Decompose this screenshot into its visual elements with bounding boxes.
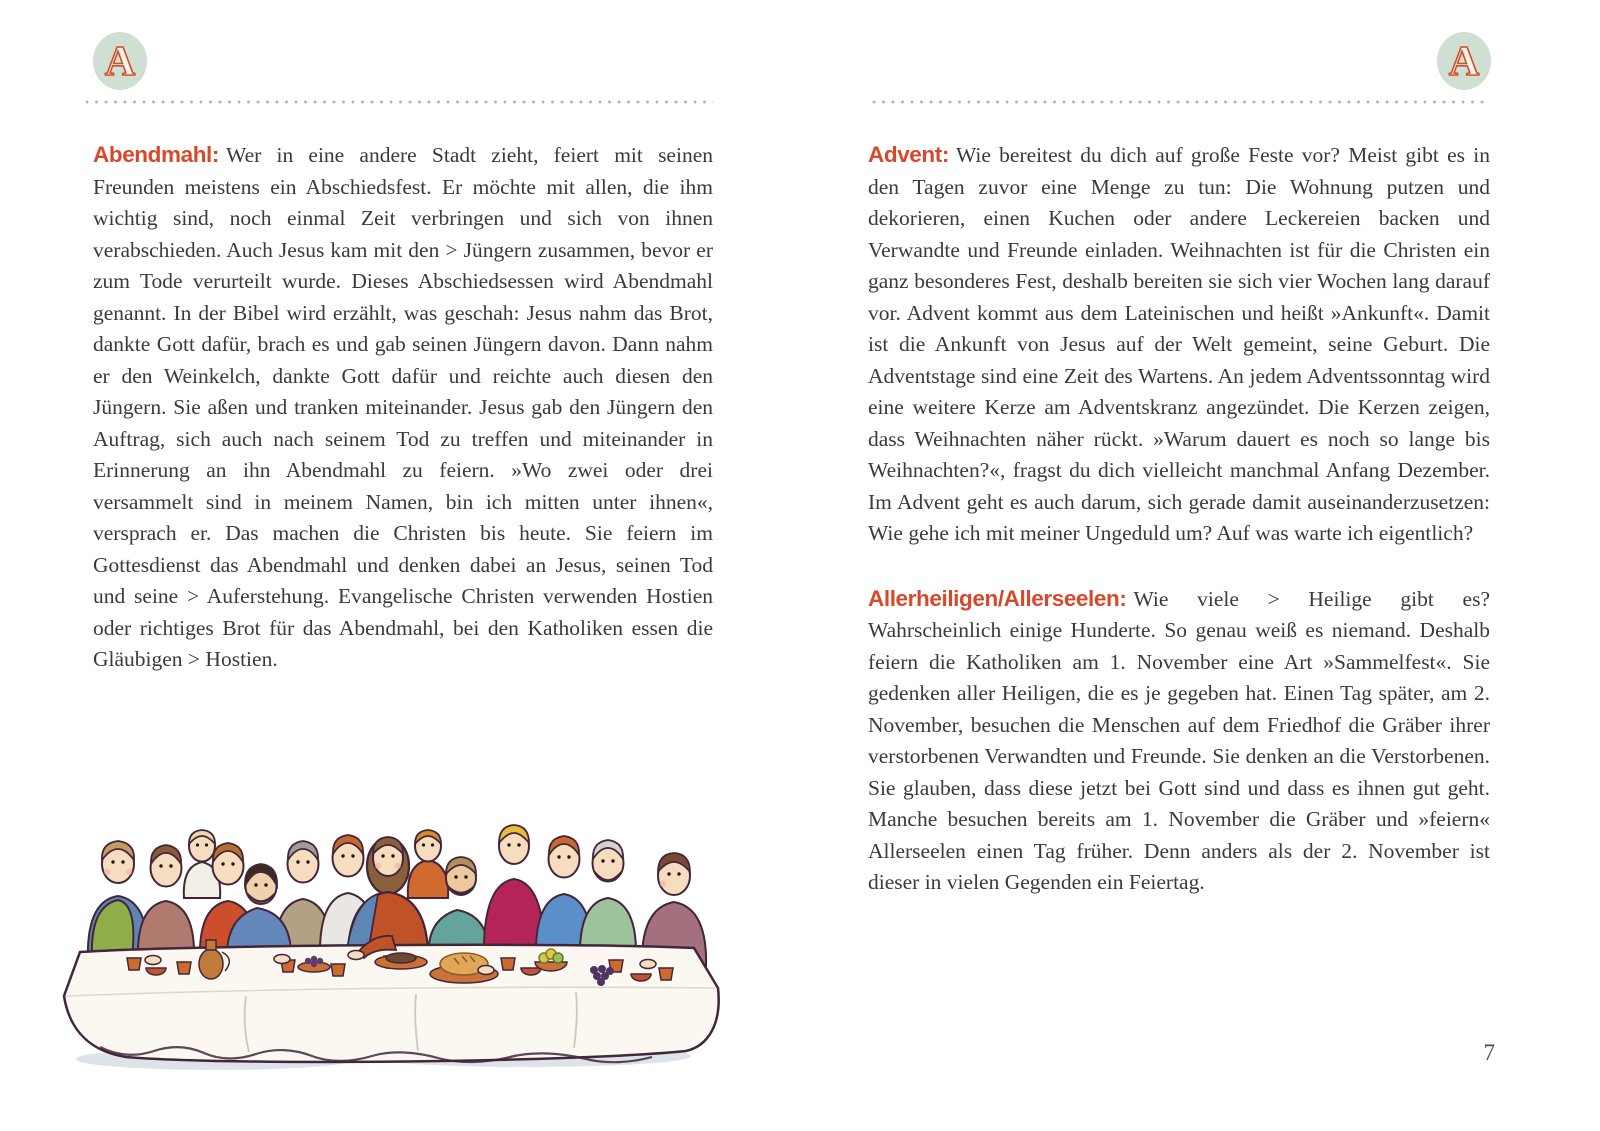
figure-elder-green [580, 840, 636, 961]
entry-advent [868, 139, 1490, 550]
figure-behind-right [408, 830, 448, 898]
entry-term-colon: : [1119, 585, 1127, 611]
last-supper-illustration [56, 746, 724, 1078]
figure-crimson-blond [484, 825, 544, 961]
left-page-column [93, 139, 713, 676]
entry-allerheiligen-allerseelen [868, 583, 1490, 899]
entry-body: Wie bereitest du dich auf große Feste vor? Meist gibt es in den Tagen zuvor eine Menge zu tun: Die Wohnung putzen und dekorieren, einen Kuchen oder andere Leckereien backen und Verwandte und Freunde einladen. Weihnachten ist für die Christen ein ganz besonderes Fest, deshalb bereiten sie sich vier Wochen lang darauf vor. Advent kommt aus dem Lateinischen und heißt »Ankunft«. Damit ist die Ankunft von Jesus auf der Welt gemeint, seine Geburt. Die Adventstage sind eine Zeit des Wartens. An jedem Adventssonntag wird eine weitere Kerze am Adventskranz angezündet. Die Kerzen zeigen, dass Weihnachten näher rückt. »Warum dauert es noch so lange bis Weihnachten?«, fragst du dich vielleicht manchmal Anfang Dezember. Im Advent geht es auch darum, sich gerade damit auseinanderzusetzen: Wie gehe ich mit meiner Ungeduld um? Auf was warte ich eigentlich? [868, 143, 1490, 545]
section-letter-medallion-left [92, 31, 148, 91]
page-number: 7 [1483, 1040, 1495, 1065]
entry-term-colon: : [211, 142, 220, 167]
entry-term: Advent [868, 142, 942, 167]
right-page-column [868, 139, 1490, 899]
figure-rose-shirt [138, 845, 194, 961]
section-letter-medallion-right [1436, 31, 1492, 91]
entry-term: Allerheiligen/Allerseelen [868, 585, 1120, 611]
entry-body: Wer in eine andere Stadt zieht, feiert mit seinen Freunden meistens ein Abschiedsfest. Er möchte mit allen, die ihm wichtig sind, noch einmal Zeit verbringen und sich von ihnen verabschieden. Auch Jesus kam mit den > Jüngern zusammen, bevor er zum Tode verurteilt wurde. Dieses Abschiedsessen wird Abendmahl genannt. In der Bibel wird erzählt, was geschah: Jesus nahm das Brot, dankte Gott dafür, brach es und gab seinen Jüngern davon. Dann nahm er den Weinkelch, dankte Gott dafür und reichte auch diesen den Jüngern. Sie aßen und tranken miteinander. Jesus gab den Jüngern den Auftrag, sich auch nach seinem Tod zu treffen und miteinander in Erinnerung an ihn Abendmahl zu feiern. »Wo zwei oder drei versammelt sind in meinem Namen, bin ich mitten unter ihnen«, versprach er. Das machen die Christen bis heute. Sie feiern im Gottesdienst das Abendmahl und denken dabei an Jesus, seinen Tod und seine > Auferstehung. Evangelische Christen verwenden Hostien oder richtiges Brot für das Abendmahl, bei den Katholiken essen die Gläubigen > Hostien. [93, 143, 713, 671]
section-letter: A [104, 39, 136, 85]
section-letter: A [1448, 39, 1480, 85]
dotted-rule-left [85, 100, 713, 104]
dotted-rule-right [872, 100, 1490, 104]
entry-term: Abendmahl [93, 142, 212, 167]
entry-body: Wie viele > Heilige gibt es? Wahrscheinlich einige Hunderte. So genau weiß es niemand. Deshalb feiern die Katholiken am 1. November eine Art »Sammelfest«. Sie gedenken aller Heiligen, die es je gegeben hat. Einen Tag später, am 2. November, besuchen die Menschen auf dem Friedhof die Gräber ihrer verstorbenen Verwandten und Freunde. Sie denken an die Verstorbenen. Sie glauben, dass diese jetzt bei Gott sind und dass es ihnen gut geht. Manche besuchen bereits am 1. November die Gräber und »feiern« Allerseelen einen Tag früher. Denn anders als der 2. November ist dieser in vielen Gegenden ein Feiertag. [868, 586, 1490, 894]
entry-term-colon: : [941, 142, 949, 167]
entry-abendmahl [93, 139, 713, 676]
